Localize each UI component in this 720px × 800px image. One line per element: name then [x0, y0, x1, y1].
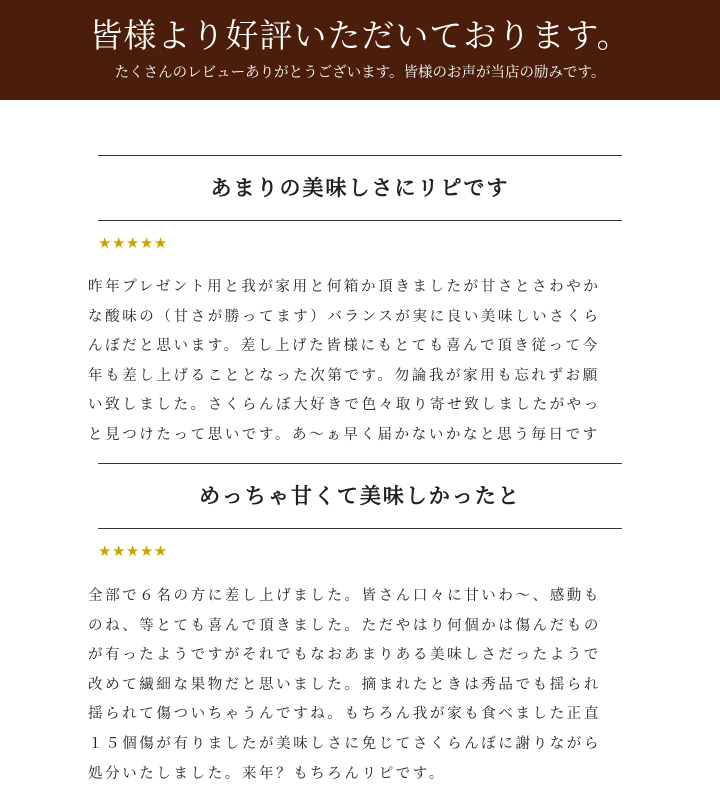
- review-divider-top: [98, 155, 622, 156]
- review-body-line: １５個傷が有りましたが美味しさに免じてさくらんぼに謝りながら: [88, 735, 601, 752]
- review-title: あまりの美味しさにリピです: [210, 175, 510, 200]
- review-body-line: 全部で６名の方に差し上げました。皆さん口々に甘いわ～、感動も: [88, 588, 601, 604]
- review-divider-bottom: [98, 220, 622, 221]
- review-divider-top: [98, 463, 622, 464]
- review-body-line: 改めて繊細な果物だと思いました。摘まれたときは秀品でも揺られ: [88, 676, 601, 693]
- review-body-line: んぼだと思います。差し上げた皆様にもとても喜んで頂き従って今: [88, 338, 600, 355]
- star-rating: ★★★★★: [98, 542, 168, 560]
- header-subtitle: たくさんのレビューありがとうございます。皆様のお声が当店の励みです。: [114, 65, 606, 81]
- review-body-line: と見つけたって思いです。あ～ぁ早く届かないかなと思う毎日です: [88, 426, 600, 443]
- review-body-line: な酸味の（甘さが勝ってます）バランスが実に良い美味しいさくら: [88, 308, 601, 325]
- review-body-line: が有ったようですがそれでもなおあまりある美味しさだったようで: [88, 647, 601, 664]
- review-body-2: [88, 582, 633, 789]
- star-rating: ★★★★★: [98, 234, 168, 252]
- review-title: めっちゃ甘くて美味しかったと: [199, 483, 521, 508]
- header-title: 皆様より好評いただいております。: [89, 16, 631, 55]
- review-body-line: 揺られて傷ついちゃうんですね。もちろん我が家も食べました正直: [88, 706, 601, 723]
- review-body-line: 昨年プレゼント用と我が家用と何箱か頂きましたが甘さとさわやか: [88, 279, 601, 295]
- review-body-1: [88, 273, 633, 451]
- page-header: [0, 0, 720, 100]
- review-body-line: 処分いたしました。来年？もちろんリピです。: [88, 765, 446, 782]
- review-body-line: 年も差し上げることとなった次第です。勿論我が家用も忘れずお願: [88, 367, 600, 384]
- review-body-line: い致しました。さくらんぼ大好きで色々取り寄せ致しましたがやっ: [88, 397, 601, 414]
- review-body-line: のね、等とても喜んで頂きました。ただやはり何個かは傷んだもの: [88, 617, 601, 634]
- review-divider-bottom: [98, 528, 622, 529]
